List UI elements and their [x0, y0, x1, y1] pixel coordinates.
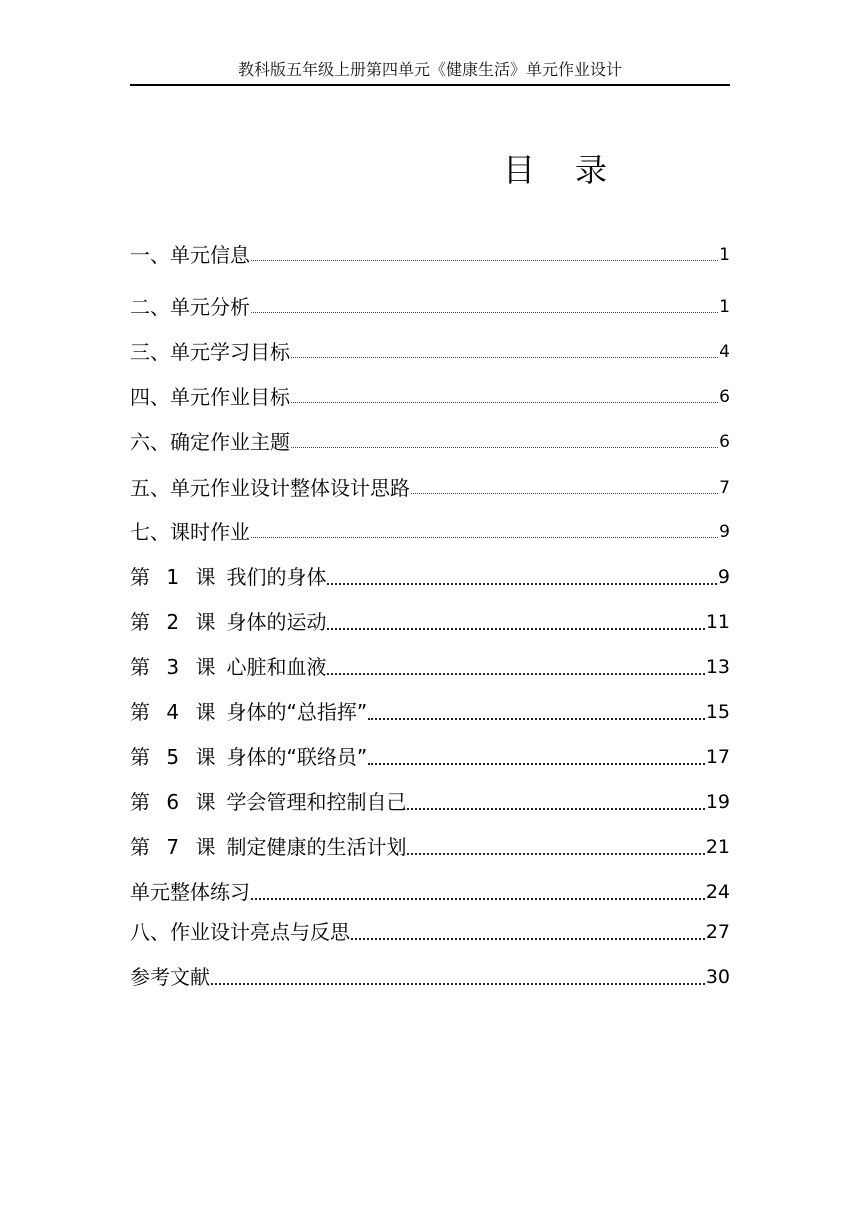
toc-entry-label — [130, 743, 367, 771]
lesson-title: 身体的“总指挥” — [226, 700, 368, 724]
toc-page-number: 21 — [705, 836, 730, 858]
toc-entry-label: 六、确定作业主题 — [130, 430, 290, 454]
toc-entry-label: 单元整体练习 — [130, 880, 250, 904]
toc-dot-leader — [291, 447, 718, 448]
toc-entry-lesson-6[interactable] — [130, 786, 730, 816]
toc-dot-leader — [368, 718, 705, 720]
toc-page-number: 24 — [705, 881, 730, 903]
lesson-prefix: 第 1 课 — [130, 565, 221, 589]
toc-entry-unit-practice[interactable] — [130, 876, 730, 906]
lesson-title: 身体的运动 — [226, 610, 327, 634]
toc-dot-leader — [327, 673, 704, 675]
toc-entry-label — [130, 563, 326, 591]
lesson-title: 心脏和血液 — [226, 655, 327, 679]
toc-entry-label — [130, 833, 406, 861]
toc-entry-label: 七、课时作业 — [130, 520, 250, 544]
toc-page-number: 11 — [705, 611, 730, 633]
toc-page-number: 19 — [705, 791, 730, 813]
toc-page-number: 30 — [705, 966, 730, 988]
toc-entry-lesson-5[interactable] — [130, 741, 730, 771]
toc-page-number: 27 — [705, 921, 730, 943]
toc-dot-leader — [251, 260, 718, 261]
toc-entry-label: 参考文献 — [130, 965, 210, 989]
toc-dot-leader — [327, 628, 704, 630]
lesson-title: 制定健康的生活计划 — [226, 835, 407, 859]
toc-dot-leader — [407, 808, 704, 810]
toc-entry-highlights-reflection[interactable] — [130, 916, 730, 946]
toc-entry-learning-goals[interactable] — [130, 336, 730, 366]
toc-dot-leader — [211, 983, 705, 985]
toc-entry-unit-analysis[interactable] — [130, 291, 730, 321]
toc-entry-label — [130, 653, 326, 681]
toc-entry-label — [130, 608, 326, 636]
toc-page-number: 9 — [717, 566, 730, 588]
toc-entry-label: 二、单元分析 — [130, 295, 250, 319]
lesson-title: 学会管理和控制自己 — [226, 790, 407, 814]
toc-entry-label: 五、单元作业设计整体设计思路 — [130, 476, 410, 500]
toc-page-number: 6 — [719, 387, 730, 407]
toc-page-number: 4 — [719, 342, 730, 362]
lesson-title: 身体的“联络员” — [226, 745, 368, 769]
lesson-prefix: 第 3 课 — [130, 655, 221, 679]
toc-dot-leader — [368, 763, 705, 765]
lesson-prefix: 第 5 课 — [130, 745, 221, 769]
lesson-title: 我们的身体 — [226, 565, 327, 589]
toc-entry-label: 三、单元学习目标 — [130, 340, 290, 364]
header-rule — [130, 84, 730, 86]
toc-dot-leader — [251, 312, 718, 313]
toc-page-number: 1 — [719, 297, 730, 317]
toc-entry-label: 四、单元作业目标 — [130, 385, 290, 409]
running-header: 教科版五年级上册第四单元《健康生活》单元作业设计 — [237, 60, 622, 79]
lesson-prefix: 第 6 课 — [130, 790, 221, 814]
toc-dot-leader — [291, 402, 718, 403]
toc-page-number: 7 — [719, 478, 730, 498]
toc-page-number: 9 — [719, 522, 730, 542]
toc-entry-label: 一、单元信息 — [130, 243, 250, 267]
lesson-prefix: 第 2 课 — [130, 610, 221, 634]
toc-entry-references[interactable] — [130, 961, 730, 991]
toc-entry-lesson-4[interactable] — [130, 696, 730, 726]
toc-page-number: 1 — [719, 245, 730, 265]
toc-dot-leader — [411, 493, 718, 494]
toc-page-number: 17 — [705, 746, 730, 768]
toc-dot-leader — [251, 898, 705, 900]
toc-entry-lesson-homework[interactable] — [130, 516, 730, 546]
toc-page-number: 6 — [719, 432, 730, 452]
toc-title — [0, 148, 860, 192]
toc-page-number: 15 — [705, 701, 730, 723]
toc-entry-homework-goals[interactable] — [130, 381, 730, 411]
toc-entry-label — [130, 788, 406, 816]
toc-dot-leader — [251, 537, 718, 538]
toc-entry-lesson-7[interactable] — [130, 831, 730, 861]
toc-page-number: 13 — [705, 656, 730, 678]
toc-entry-design-approach[interactable] — [130, 472, 730, 502]
toc-entry-unit-info[interactable] — [130, 239, 730, 269]
toc-title-char-2: 录 — [575, 151, 608, 189]
toc-dot-leader — [327, 583, 716, 585]
toc-title-char-1: 目 — [502, 151, 535, 189]
toc-dot-leader — [351, 938, 705, 940]
toc-entry-homework-theme[interactable] — [130, 426, 730, 456]
lesson-prefix: 第 4 课 — [130, 700, 221, 724]
toc-entry-label — [130, 698, 367, 726]
toc-entry-lesson-1[interactable] — [130, 561, 730, 591]
toc-entry-lesson-3[interactable] — [130, 651, 730, 681]
toc-entry-label: 八、作业设计亮点与反思 — [130, 920, 350, 944]
lesson-prefix: 第 7 课 — [130, 835, 221, 859]
toc-dot-leader — [407, 853, 704, 855]
toc-entry-lesson-2[interactable] — [130, 606, 730, 636]
toc-dot-leader — [291, 357, 718, 358]
